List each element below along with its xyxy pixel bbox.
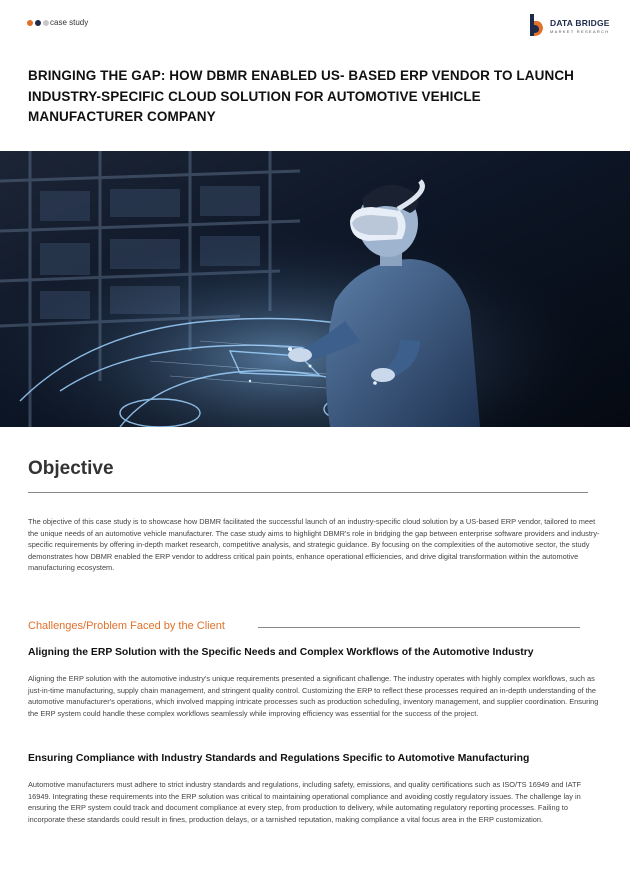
dot-navy (35, 20, 41, 26)
case-study-tag: case study (50, 18, 89, 27)
dot-grey (43, 20, 49, 26)
dbmr-logo (528, 12, 618, 40)
objective-heading: Objective (28, 458, 114, 479)
page-header (0, 0, 630, 50)
logo-mark-icon (528, 12, 546, 38)
challenges-divider (258, 627, 580, 628)
challenge-2-title: Ensuring Compliance with Industry Standards and Regulations Specific to Automotive Manufacturing (28, 753, 530, 764)
vr-engineer-image (0, 151, 630, 427)
challenge-2-body: Automotive manufacturers must adhere to strict industry standards and regulations, including safety, emissions, and quality certifications such as ISO/TS 16949 and IATF 16949. Integrating these requirements into the ERP solution was critical to maintaining operational compliance and avoiding costly regulatory issues. The challenge lay in ensuring the ERP system could track and document compliance at every step, from production to delivery, while automating regulatory reporting processes. Failing to incorporate these standards could result in fines, production delays, or a tarnished reputation, making compliance a vital focus area in the ERP customization. (28, 780, 582, 824)
challenge-1-body: Aligning the ERP solution with the automotive industry's unique requirements presented a significant challenge. The industry operates with highly complex workflows, such as just-in-time manufacturing, supply chain management, and stringent quality control. Customizing the ERP to reflect these processes required an in-depth understanding of the automotive manufacturer's operations, which involved mapping intricate processes such as production scheduling, inventory management, and supplier coordination. Ensuring the ERP system could handle these complex workflows seamlessly while improving efficiency was essential for the success of the project. (28, 674, 599, 718)
dot-orange (27, 20, 33, 26)
objective-divider (28, 492, 588, 493)
challenge-1-title: Aligning the ERP Solution with the Specific Needs and Complex Workflows of the Automotive Industry (28, 647, 534, 658)
logo-subtitle: MARKET RESEARCH (550, 29, 610, 34)
objective-body: The objective of this case study is to showcase how DBMR facilitated the successful launch of an industry-specific cloud solution by a US-based ERP vendor, tailored to meet the unique needs of an automotive vehicle manufacturer. The case study aims to highlight DBMR's role in bridging the gap between enterprise software providers and industry-specific requirements by offering in-depth market research, competitive analysis, and strategic guidance. By focusing on the complexities of the automotive sector, the study demonstrates how DBMR enabled the ERP vendor to address critical pain points, enhance operational efficiencies, and drive digital transformation within the automotive manufacturing ecosystem. (28, 517, 600, 573)
challenges-heading: Challenges/Problem Faced by the Client (28, 620, 225, 632)
hero-image (0, 151, 630, 427)
page-title: BRINGING THE GAP: HOW DBMR ENABLED US- BASED ERP VENDOR TO LAUNCH INDUSTRY-SPECIFIC CLOUD SOLUTION FOR AUTOMOTIVE VEHICLE MANUFACTURER COMPANY (28, 68, 575, 124)
brand-dots (27, 20, 49, 26)
logo-name: DATA BRIDGE (550, 18, 610, 28)
